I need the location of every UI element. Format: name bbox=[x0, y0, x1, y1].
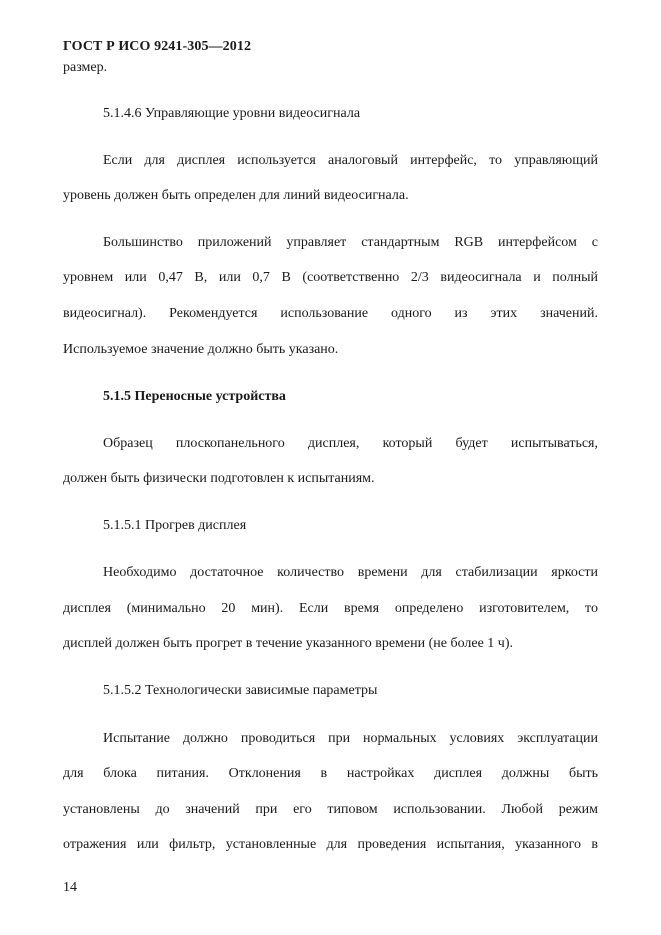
paragraph-line: для блока питания. Отклонения в настройках дисплея должны быть bbox=[63, 766, 598, 781]
paragraph-line: уровнем или 0,47 В, или 0,7 В (соответственно 2/3 видеосигнала и полный bbox=[63, 270, 598, 285]
paragraph-line: видеосигнал). Рекомендуется использование одного из этих значений. bbox=[63, 306, 598, 321]
section-heading-5-1-5: 5.1.5 Переносные устройства bbox=[103, 389, 286, 404]
paragraph-line: Если для дисплея используется аналоговый интерфейс, то управляющий bbox=[103, 153, 598, 168]
paragraph-line: Образец плоскопанельного дисплея, который будет испытываться, bbox=[103, 436, 598, 451]
document-header-title: ГОСТ Р ИСО 9241-305—2012 bbox=[63, 39, 252, 54]
continued-text: размер. bbox=[63, 60, 108, 75]
section-heading-5-1-5-2: 5.1.5.2 Технологически зависимые параметры bbox=[103, 683, 378, 698]
section-heading-5-1-5-1: 5.1.5.1 Прогрев дисплея bbox=[103, 518, 247, 533]
paragraph-line: отражения или фильтр, установленные для проведения испытания, указанного в bbox=[63, 837, 598, 852]
page-number: 14 bbox=[63, 880, 77, 895]
paragraph-line: Большинство приложений управляет стандартным RGB интерфейсом с bbox=[103, 235, 598, 250]
paragraph-line: Используемое значение должно быть указано. bbox=[63, 342, 339, 357]
section-heading-5-1-4-6: 5.1.4.6 Управляющие уровни видеосигнала bbox=[103, 106, 361, 121]
paragraph-line: должен быть физически подготовлен к испытаниям. bbox=[63, 471, 375, 486]
paragraph-line: уровень должен быть определен для линий видеосигнала. bbox=[63, 188, 409, 203]
paragraph-line: дисплея (минимально 20 мин). Если время определено изготовителем, то bbox=[63, 601, 598, 616]
paragraph-line: Испытание должно проводиться при нормальных условиях эксплуатации bbox=[103, 731, 598, 746]
paragraph-line: установлены до значений при его типовом использовании. Любой режим bbox=[63, 802, 598, 817]
paragraph-line: Необходимо достаточное количество времени для стабилизации яркости bbox=[103, 565, 598, 580]
paragraph-line: дисплей должен быть прогрет в течение указанного времени (не более 1 ч). bbox=[63, 636, 514, 651]
